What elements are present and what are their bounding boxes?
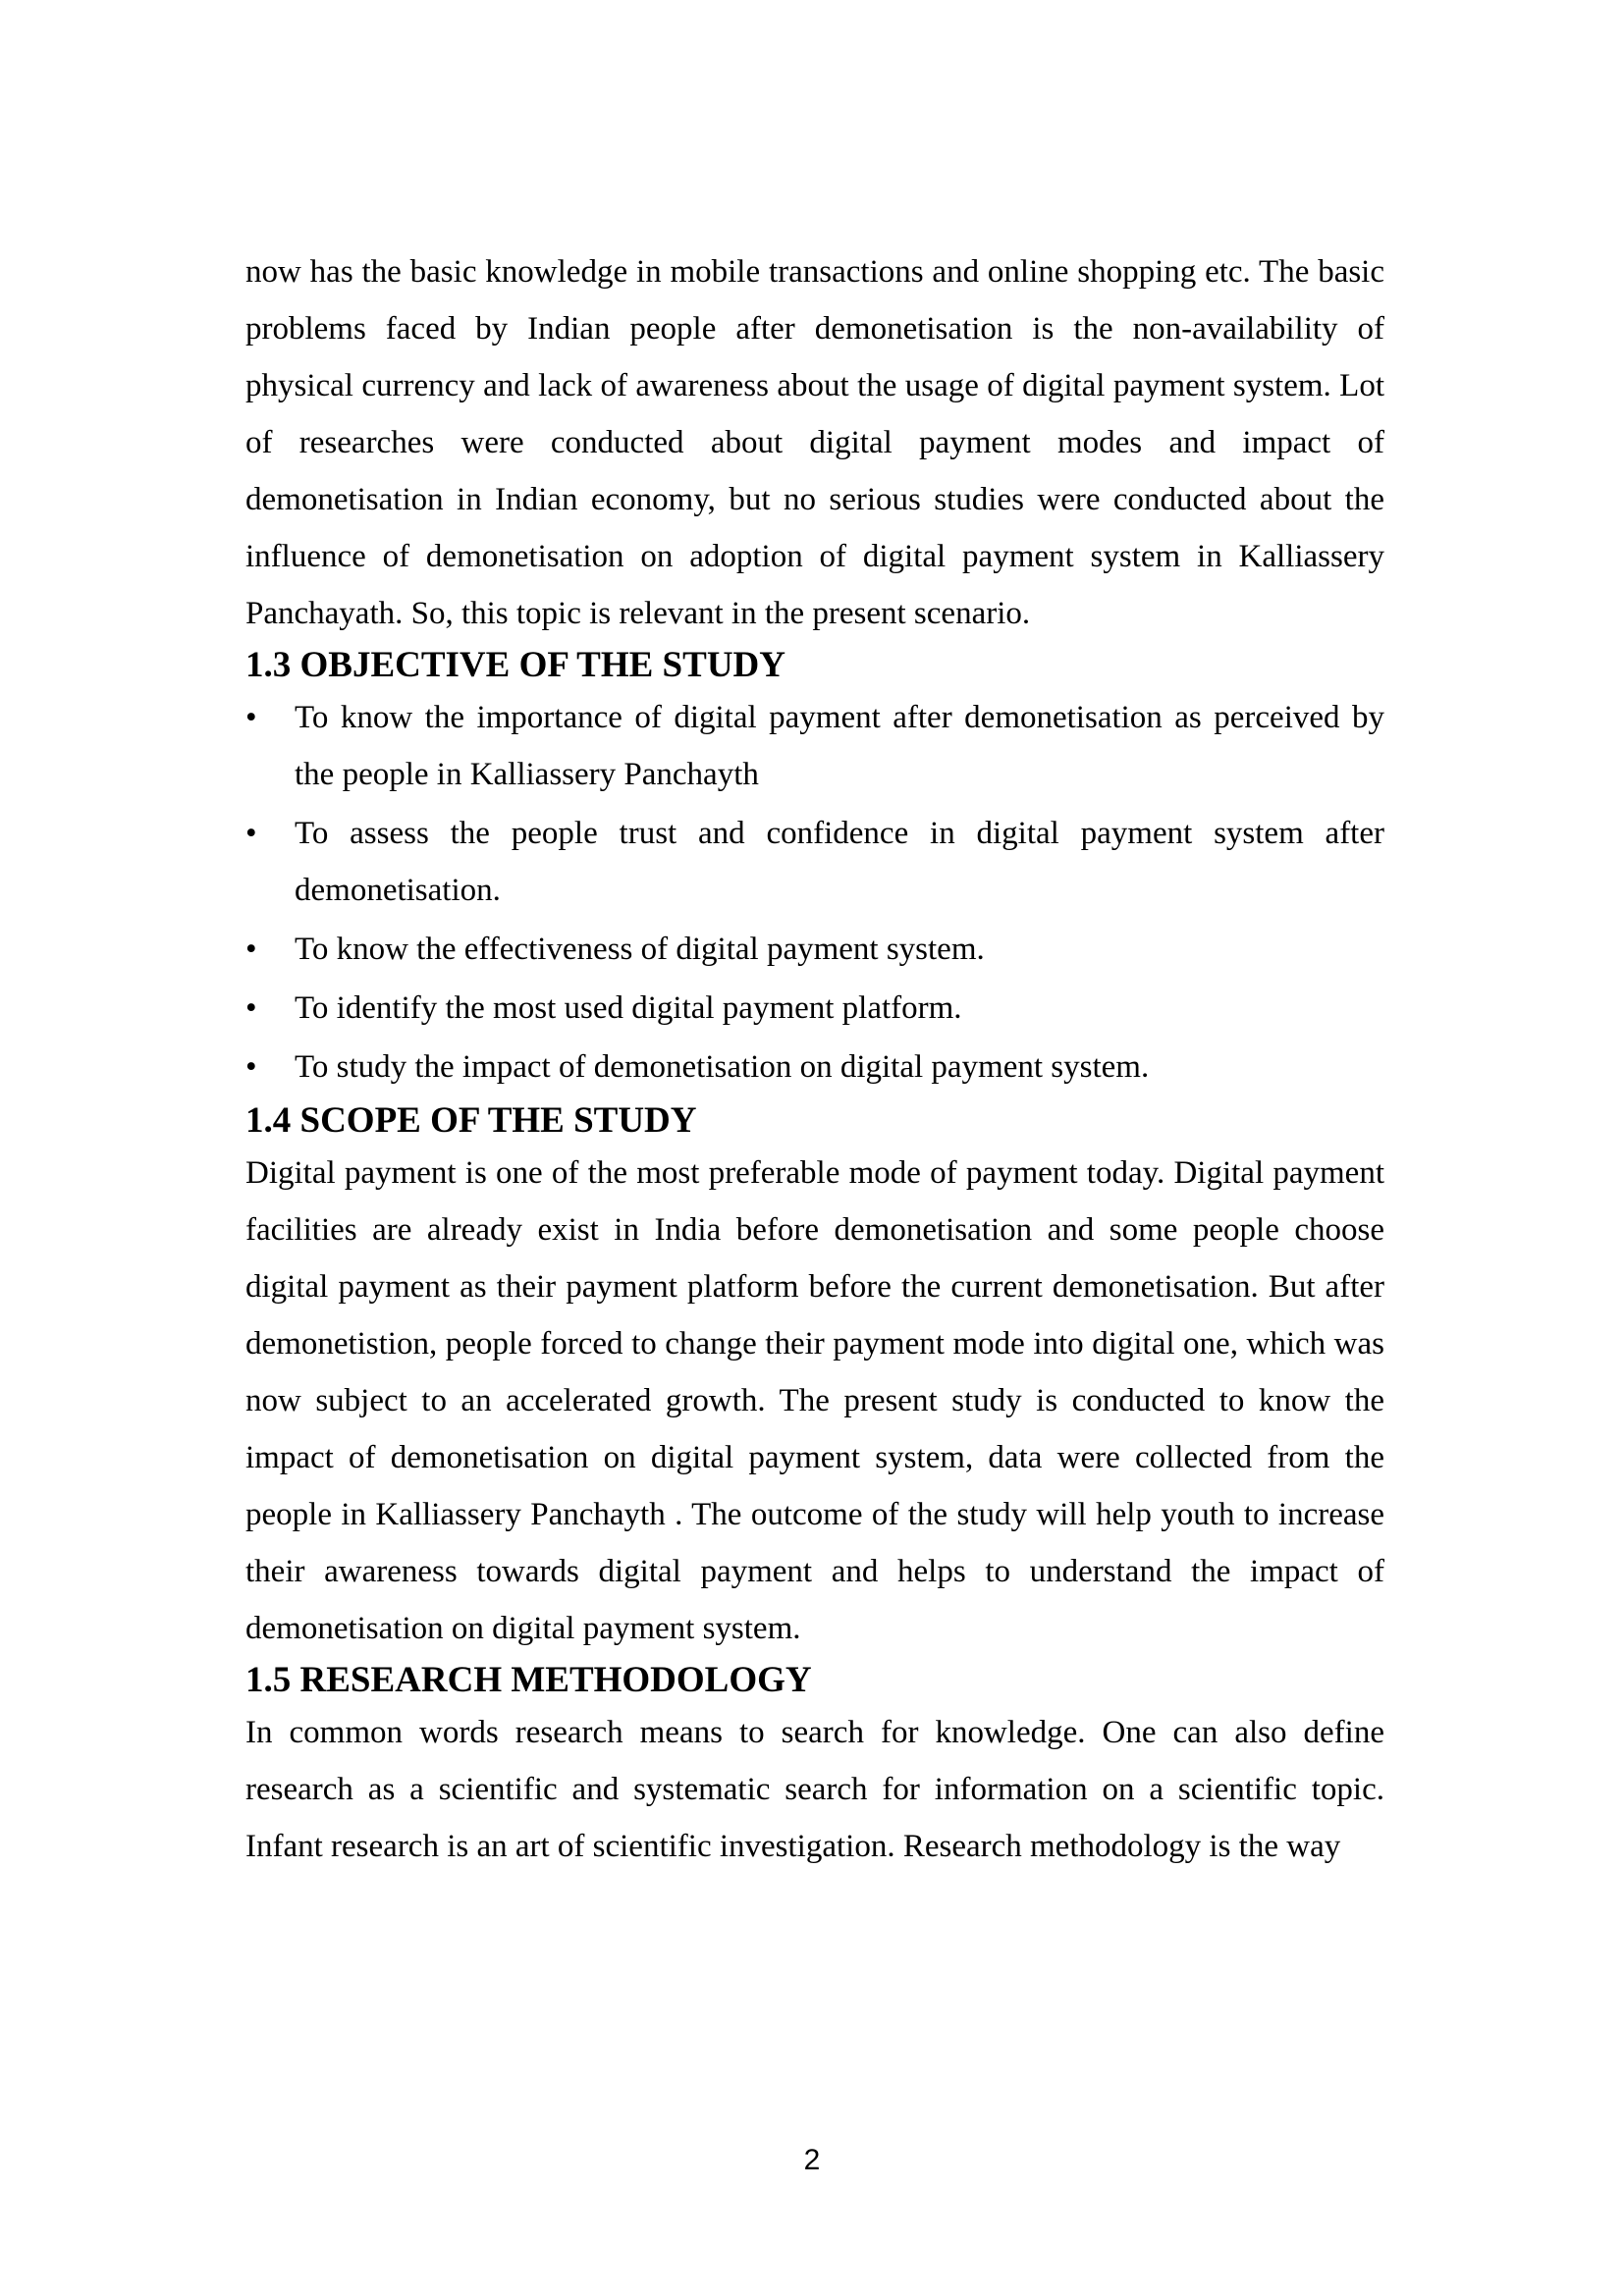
objective-item [245, 689, 1384, 803]
objective-text: To identify the most used digital payment platform. [295, 990, 962, 1026]
bullet-icon: • [245, 1049, 257, 1085]
methodology-heading: 1.5 RESEARCH METHODOLOGY [245, 1660, 812, 1700]
bullet-icon: • [245, 990, 257, 1026]
objective-heading: 1.3 OBJECTIVE OF THE STUDY [245, 645, 785, 685]
objective-item [245, 1039, 1384, 1095]
objective-text: To know the effectiveness of digital payment system. [295, 932, 985, 967]
objectives-list [245, 689, 1384, 1095]
scope-paragraph: Digital payment is one of the most preferable mode of payment today. Digital payment facilities are already exist in India before demonetisation and some people choose digital payment as their payment platform before the current demonetisation. But after demonetistion, people forced to change their payment mode into digital one, which was now subject to an accelerated growth. The present study is conducted to know the impact of demonetisation on digital payment system, data were collected from the people in Kalliassery Panchayth . The outcome of the study will help youth to increase their awareness towards digital payment and helps to understand the impact of demonetisation on digital payment system. [245, 1155, 1384, 1646]
methodology-paragraph: In common words research means to search for knowledge. One can also define research as a scientific and systematic search for information on a scientific topic. Infant research is an art of scientific investigation. Research methodology is the way [245, 1715, 1384, 1864]
objective-item [245, 805, 1384, 919]
objective-item [245, 921, 1384, 978]
page-content [245, 243, 1384, 1875]
bullet-icon: • [245, 932, 257, 967]
objective-text: To assess the people trust and confidence in digital payment system after demonetisation. [295, 816, 1384, 908]
page-number: 2 [803, 2144, 821, 2176]
scope-heading: 1.4 SCOPE OF THE STUDY [245, 1100, 697, 1141]
bullet-icon: • [245, 700, 257, 735]
objective-text: To study the impact of demonetisation on digital payment system. [295, 1049, 1150, 1085]
bullet-icon: • [245, 816, 257, 851]
intro-paragraph: now has the basic knowledge in mobile transactions and online shopping etc. The basic problems faced by Indian people after demonetisation is the non-availability of physical currency and lack of awareness about the usage of digital payment system. Lot of researches were conducted about digital payment modes and impact of demonetisation in Indian economy, but no serious studies were conducted about the influence of demonetisation on adoption of digital payment system in Kalliassery Panchayath. So, this topic is relevant in the present scenario. [245, 254, 1384, 631]
objective-item [245, 980, 1384, 1037]
objective-text: To know the importance of digital payment after demonetisation as perceived by the people in Kalliassery Panchayth [295, 700, 1384, 792]
